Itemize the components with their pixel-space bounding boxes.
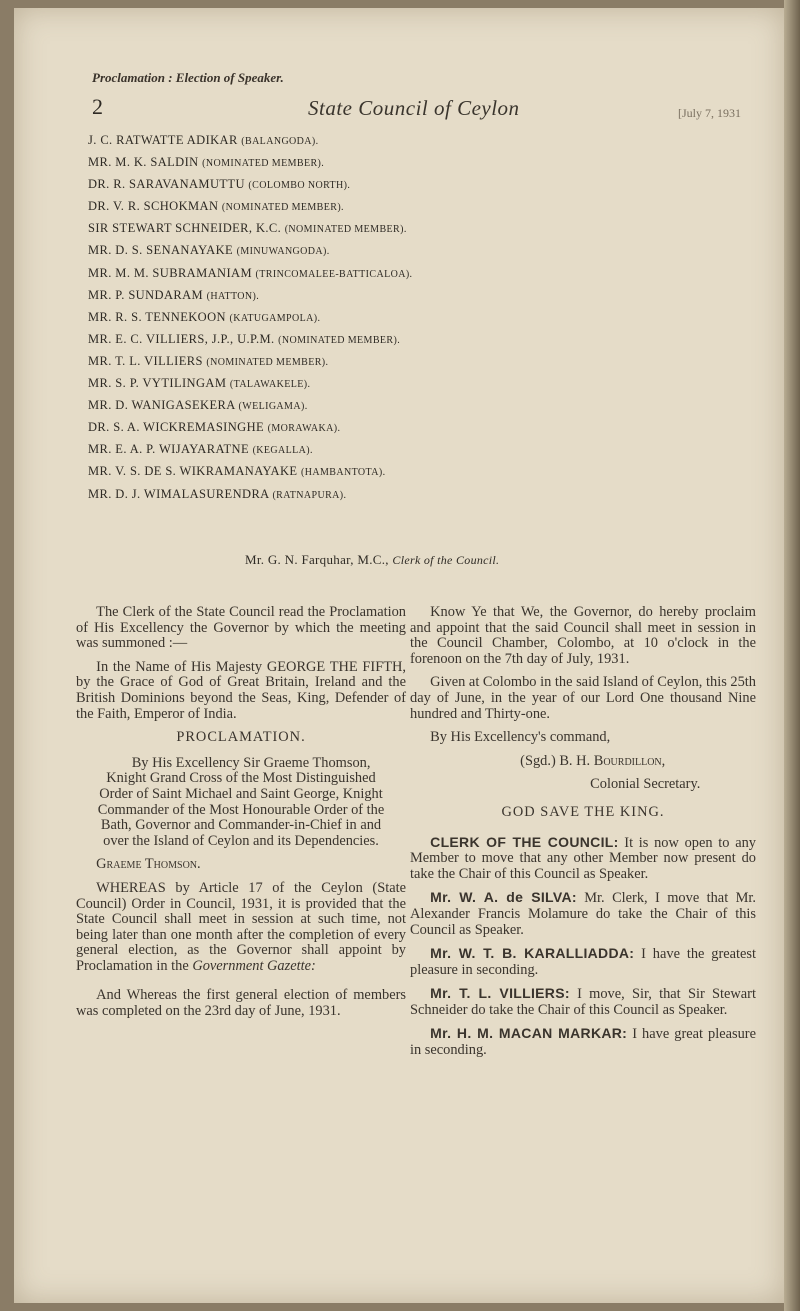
speech-paragraph: Mr. W. A. de SILVA: Mr. Clerk, I move that Mr. Alexander Francis Molamure do take the Chair of this Council as Speaker.	[410, 889, 756, 938]
member-entry: MR. E. A. P. WIJAYARATNE (KEGALLA).	[88, 442, 313, 457]
member-entry: MR. D. J. WIMALASURENDRA (RATNAPURA).	[88, 486, 347, 501]
command-line: By His Excellency's command,	[430, 729, 611, 746]
clerk-title: Clerk of the Council.	[392, 553, 500, 567]
speaker-name: Mr. T. L. VILLIERS:	[430, 985, 570, 1002]
member-entry: MR. M. K. SALDIN (NOMINATED MEMBER).	[88, 155, 325, 170]
royal-style-paragraph: In the Name of His Majesty GEORGE THE FIFTH, by the Grace of God of Great Britain, Ireland and the British Dominions beyond the Seas, King, Defender of the Faith, Emperor of India.	[76, 658, 406, 722]
speech-paragraph: Mr. H. M. MACAN MARKAR: I have great pleasure in seconding.	[410, 1025, 756, 1059]
member-entry: MR. T. L. VILLIERS (NOMINATED MEMBER).	[88, 353, 329, 368]
issue-date: [July 7, 1931	[678, 106, 741, 120]
member-entry: MR. V. S. DE S. WIKRAMANAYAKE (HAMBANTOTA).	[88, 464, 386, 479]
clerk-name: Mr. G. N. Farquhar, M.C.,	[245, 552, 389, 567]
member-entry: MR. S. P. VYTILINGAM (TALAWAKELE).	[88, 376, 311, 391]
member-entry: DR. V. R. SCHOKMAN (NOMINATED MEMBER).	[88, 199, 344, 214]
member-entry: DR. S. A. WICKREMASINGHE (MORAWAKA).	[88, 420, 341, 435]
speaker-name: CLERK OF THE COUNCIL:	[430, 833, 619, 850]
member-entry: J. C. RATWATTE ADIKAR (BALANGODA).	[88, 133, 319, 147]
member-entry: SIR STEWART SCHNEIDER, K.C. (NOMINATED MEMBER).	[88, 221, 407, 236]
speaker-name: Mr. W. A. de SILVA:	[430, 889, 577, 906]
speech-paragraph: Mr. W. T. B. KARALLIADDA: I have the greatest pleasure in seconding.	[410, 945, 757, 978]
member-entry: MR. M. M. SUBRAMANIAM (TRINCOMALEE-BATTICALOA).	[88, 265, 413, 280]
member-entry: MR. E. C. VILLIERS, J.P., U.P.M. (NOMINATED MEMBER).	[88, 331, 401, 346]
speaker-name: Mr. H. M. MACAN MARKAR:	[430, 1025, 628, 1042]
member-entry: MR. D. WANIGASEKERA (WELIGAMA).	[88, 398, 308, 413]
left-column	[76, 605, 406, 1028]
member-list	[88, 130, 728, 506]
intro-paragraph: The Clerk of the State Council read the Proclamation of His Excellency the Governor by which the meeting was summoned :—	[76, 604, 406, 652]
governor-style-paragraph: By His Excellency Sir Graeme Thomson, Knight Grand Cross of the Most Distinguished Order of Saint Michael and Saint George, Knight Commander of the Most Honourable Order of the Bath, Governor and Commander-in-Chief in and over the Island of Ceylon and its Dependencies.	[97, 754, 385, 849]
right-column	[410, 605, 756, 1067]
clerk-attendance	[245, 552, 499, 568]
page-number: 2	[92, 94, 103, 119]
page-edge	[784, 0, 800, 1311]
speaker-name: Mr. W. T. B. KARALLIADDA:	[430, 945, 635, 962]
know-ye-paragraph: Know Ye that We, the Governor, do hereby proclaim and appoint that the said Council shall meet in session in the Council Chamber, Colombo, at 10 o'clock in the forenoon on the 7th day of July, 1931.	[410, 604, 756, 667]
member-entry: MR. P. SUNDARAM (HATTON).	[88, 287, 260, 302]
god-save-the-king: GOD SAVE THE KING.	[501, 803, 665, 820]
speech-paragraph: CLERK OF THE COUNCIL: It is now open to any Member to move that any other Member now present do take the Chair of this Council as Speaker.	[410, 833, 756, 882]
member-entry: MR. R. S. TENNEKOON (KATUGAMPOLA).	[88, 309, 321, 324]
member-entry: DR. R. SARAVANAMUTTU (COLOMBO NORTH).	[88, 177, 351, 192]
running-title: Proclamation : Election of Speaker.	[92, 70, 284, 85]
member-entry: MR. D. S. SENANAYAKE (MINUWANGODA).	[88, 243, 330, 258]
given-at-paragraph: Given at Colombo in the said Island of Ceylon, this 25th day of June, in the year of our Lord One thousand Nine hundred and Thirty-one.	[410, 674, 756, 722]
secretary-title: Colonial Secretary.	[590, 776, 701, 793]
governor-signature: Graeme Thomson.	[96, 856, 201, 873]
speech-paragraph: Mr. T. L. VILLIERS: I move, Sir, that Sir Stewart Schneider do take the Chair of this Council as Speaker.	[410, 985, 756, 1018]
whereas-paragraph: WHEREAS by Article 17 of the Ceylon (State Council) Order in Council, 1931, it is provided that the State Council shall meet in session at such time, not being later than one month after the completion of every general election, as the Governor shall appoint by Proclamation in the Government Gazette:	[76, 879, 406, 974]
signature-line: (Sgd.) B. H. Bourdillon,	[520, 752, 666, 769]
whereas-election-paragraph: And Whereas the first general election of members was completed on the 23rd day of June, 1931.	[76, 987, 406, 1020]
publication-title: State Council of Ceylon	[308, 96, 520, 120]
proclamation-heading: PROCLAMATION.	[176, 729, 306, 746]
